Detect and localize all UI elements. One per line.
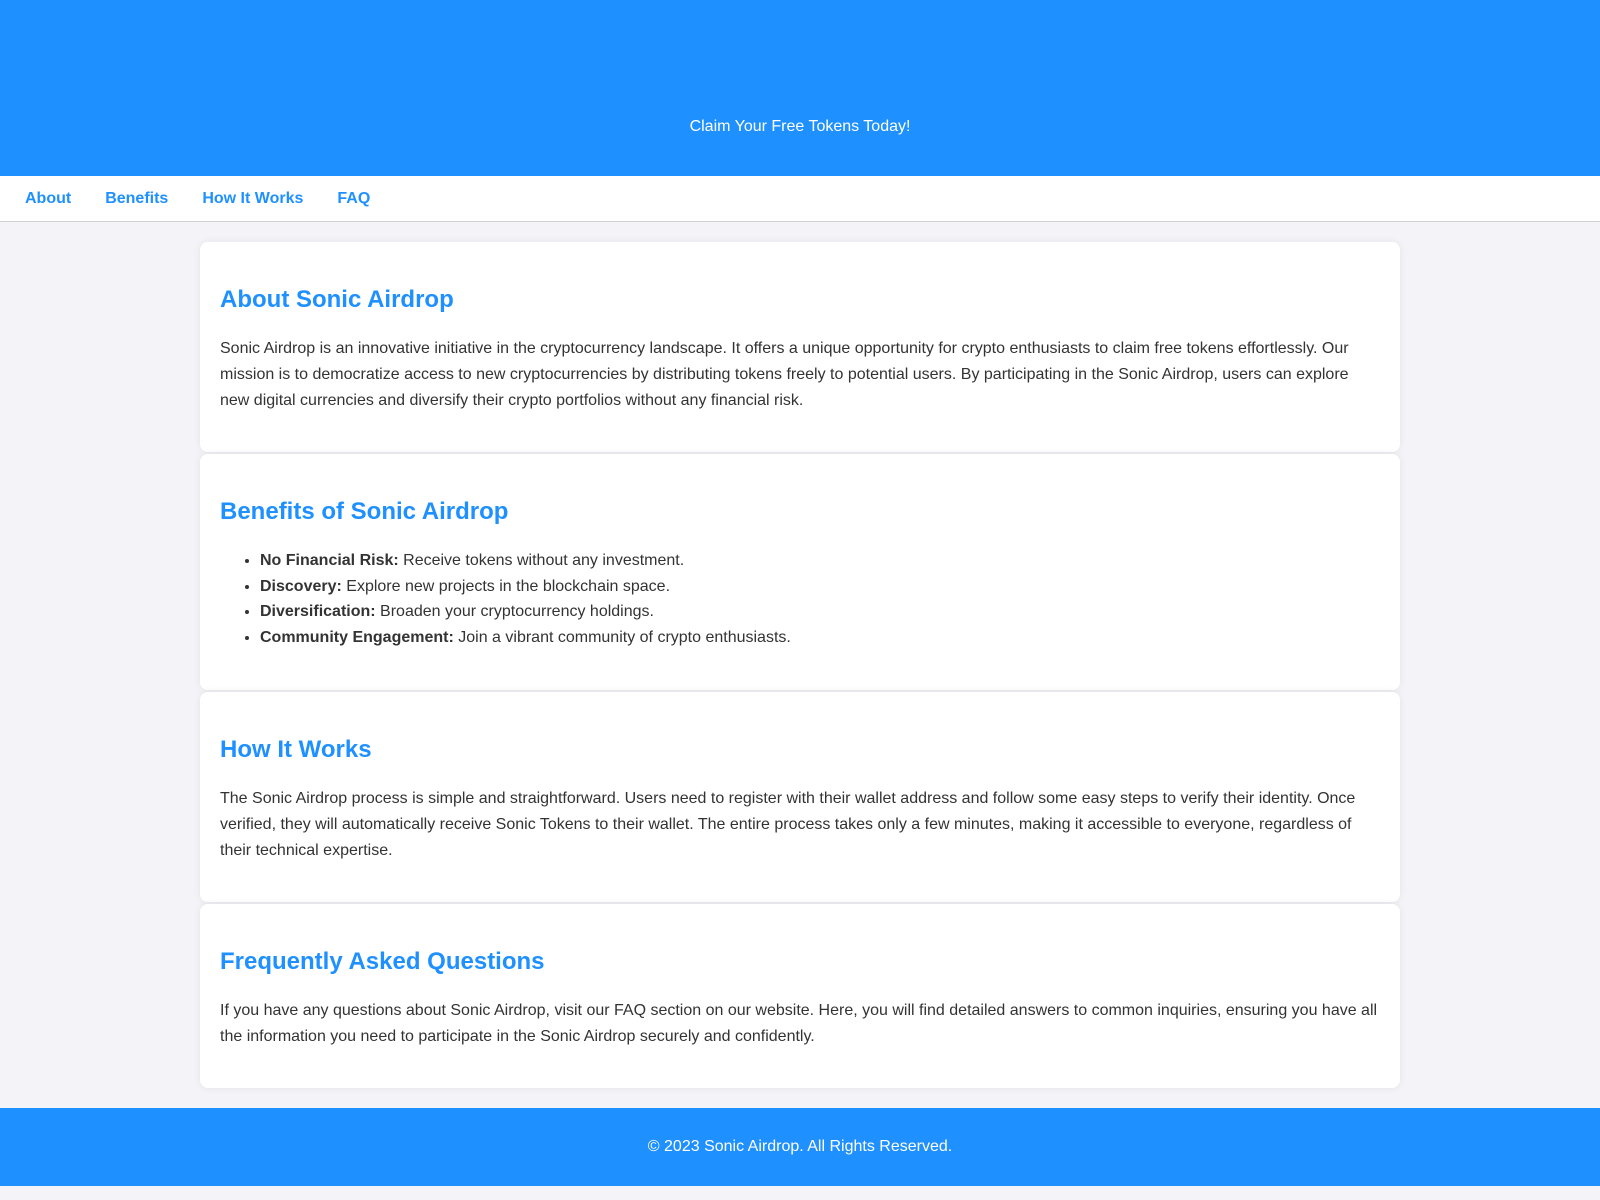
nav-link-how-it-works[interactable]: How It Works [202, 190, 304, 207]
about-section [200, 242, 1400, 452]
benefit-term: Community Engagement: [260, 628, 454, 646]
copyright-text: © 2023 Sonic Airdrop. All Rights Reserved. [647, 1138, 953, 1155]
nav-link-about[interactable]: About [25, 190, 72, 207]
benefit-term: Discovery: [260, 577, 342, 595]
main-content [200, 222, 1400, 1088]
about-title: About Sonic Airdrop [220, 286, 454, 313]
how-it-works-title: How It Works [220, 736, 372, 763]
benefits-title: Benefits of Sonic Airdrop [220, 498, 509, 525]
nav-link-benefits[interactable]: Benefits [105, 190, 169, 207]
page-footer [0, 1108, 1600, 1186]
how-it-works-body: The Sonic Airdrop process is simple and straightforward. Users need to register with their wallet address and follow some easy steps to verify their identity. Once verified, they will automatically receive Sonic Tokens to their wallet. The entire process takes only a few minutes, making it accessible to everyone, regardless of their technical expertise. [220, 790, 1356, 859]
benefit-desc: Explore new projects in the blockchain space. [341, 577, 671, 595]
faq-title: Frequently Asked Questions [220, 948, 545, 975]
benefit-desc: Join a vibrant community of crypto enthusiasts. [453, 628, 791, 646]
benefit-desc: Receive tokens without any investment. [398, 552, 685, 569]
benefits-list [220, 548, 1380, 650]
benefit-term: Diversification: [260, 603, 376, 620]
how-it-works-section [200, 692, 1400, 902]
nav-link-faq[interactable]: FAQ [337, 190, 371, 207]
faq-section [200, 904, 1400, 1088]
benefit-item [260, 548, 1380, 574]
hero-banner [0, 0, 1600, 176]
main-nav [0, 176, 1600, 222]
benefit-term: No Financial Risk: [260, 552, 399, 569]
hero-tagline: Claim Your Free Tokens Today! [689, 118, 911, 135]
benefit-item [260, 574, 1380, 600]
benefit-item [260, 599, 1380, 625]
benefit-item [260, 625, 1380, 651]
benefit-desc: Broaden your cryptocurrency holdings. [375, 603, 654, 620]
about-body: Sonic Airdrop is an innovative initiative in the cryptocurrency landscape. It offers a unique opportunity for crypto enthusiasts to claim free tokens effortlessly. Our mission is to democratize access to new cryptocurrencies by distributing tokens freely to potential users. By participating in the Sonic Airdrop, users can explore new digital currencies and diversify their crypto portfolios without any financial risk. [220, 340, 1349, 409]
faq-body: If you have any questions about Sonic Airdrop, visit our FAQ section on our website. Here, you will find detailed answers to common inquiries, ensuring you have all the information you need to participate in the Sonic Airdrop securely and confidently. [220, 1002, 1378, 1045]
benefits-section [200, 454, 1400, 690]
